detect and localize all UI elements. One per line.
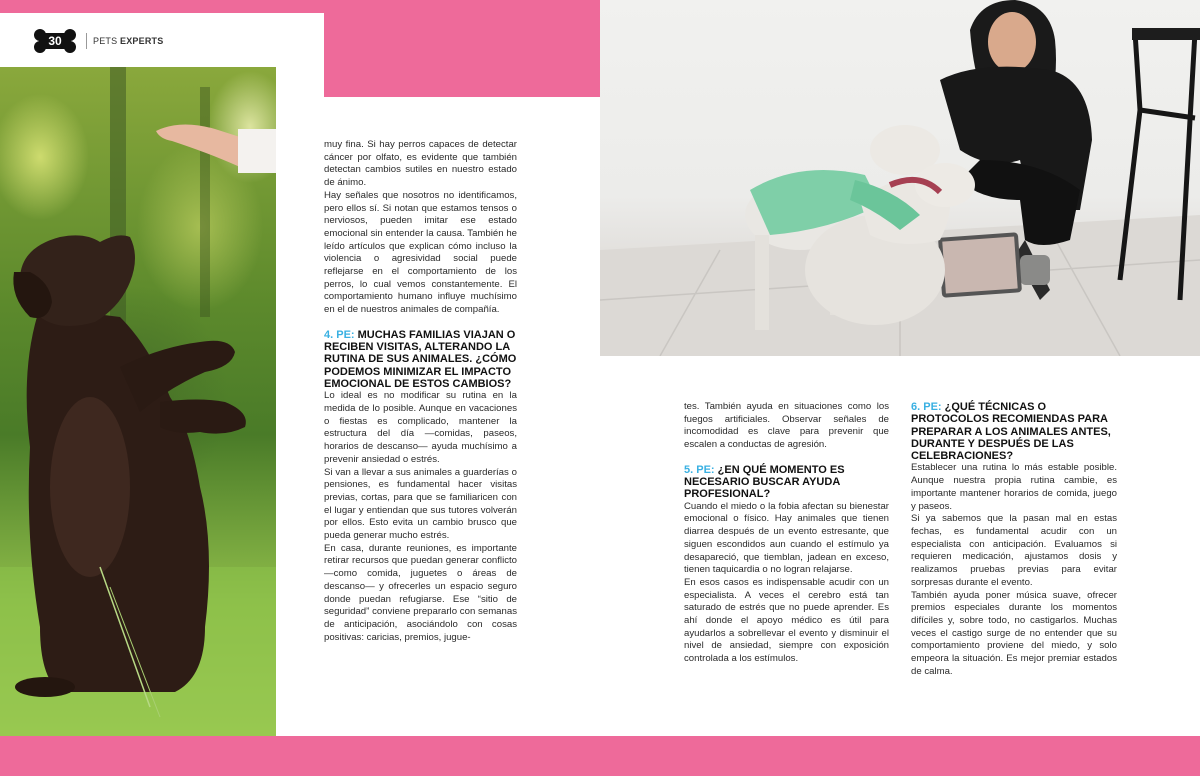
dogs-tablet-photo xyxy=(600,0,1200,356)
page-number: 30 xyxy=(48,34,62,48)
answer-paragraph: En esos casos es indispensable acudir con un especialista. A veces el cerebro está tan saturado de estrés que no puede aprender. Es ahí donde el apoyo médico es útil para ayudarlos a sobrellevar el evento y disminuir el nivel de ansiedad, siempre con exposición controlada a los estímulos. xyxy=(684,576,889,665)
answer-paragraph: Si ya sabemos que la pasan mal en estas fechas, es fundamental acudir con un especialista con anticipación. Evaluamos si requieren medicación, ajustamos dosis y realizamos pruebas previas para evitar sorpresas durante el evento. xyxy=(911,513,1117,588)
question-6-heading xyxy=(911,401,1117,462)
woman-dogs-illustration xyxy=(600,0,1200,356)
question-5-heading xyxy=(684,464,889,501)
bone-icon xyxy=(34,29,76,53)
answer-paragraph: Establecer una rutina lo más estable posible. Aunque nuestra propia rutina cambie, es importante mantener horarios de comida, juego y paseos. xyxy=(911,462,1117,512)
top-pink-band-left xyxy=(0,0,324,13)
answer-paragraph: También ayuda poner música suave, ofrecer premios especiales durante los momentos difíciles y, sobre todo, no castigarlos. Muchas veces el castigo surge de no entender que su comportamiento proviene del miedo, y solo empeora la situación. Es mejor premiar estados de calma. xyxy=(911,589,1117,677)
column1-intro-paragraph: muy fina. Si hay perros capaces de detectar cáncer por olfato, es evidente que también detectan cambios sutiles en nuestro estado de ánimo. xyxy=(324,139,517,189)
question-text: ¿EN QUÉ MOMENTO ES NECESARIO BUSCAR AYUDA PROFESIONAL? xyxy=(684,463,845,501)
answer-paragraph: Cuando el miedo o la fobia afectan su bienestar emocional o físico. Hay animales que tienen diarrea después de un evento estresante, que siguen escondidos aun cuando el estímulo ya desapareció, que tiemblan, jadean en exceso, tienen taquicardia o no logran relajarse. xyxy=(684,500,889,576)
question-text: MUCHAS FAMILIAS VIAJAN O RECIBEN VISITAS, ALTERANDO LA RUTINA DE SUS ANIMALES. ¿CÓMO PODEMOS MINIMIZAR EL IMPACTO EMOCIONAL DE ESTOS CAMBIOS? xyxy=(324,328,517,391)
article-column-3 xyxy=(911,401,1117,678)
answer-paragraph: Lo ideal es no modificar su rutina en la medida de lo posible. Aunque en vacaciones o fiestas es complicado, mantener la estructura del día —comidas, paseos, horarios de descanso— ayuda muchísimo a prevenir ansiedad o estrés. xyxy=(324,390,517,465)
answer-paragraph: En casa, durante reuniones, es importante retirar recursos que puedan generar conflicto —como comida, juguetes o áreas de descanso— y ofrecerles un espacio seguro donde puedan refugiarse. Ese “sitio de seguridad” conviene prepararlo con semanas de anticipación, asociándolo con cosas positivas: caricias, premios, jugue- xyxy=(324,542,517,643)
column2-intro-paragraph: tes. También ayuda en situaciones como los fuegos artificiales. Observar señales de incomodidad es clave para prevenir que escalen a conductas de agresión. xyxy=(684,401,889,451)
question-4-heading xyxy=(324,329,517,390)
article-column-1 xyxy=(324,139,517,644)
question-number: 5. PE: xyxy=(684,463,715,476)
article-column-2 xyxy=(684,401,889,666)
question-number: 6. PE: xyxy=(911,401,942,413)
page-header xyxy=(34,28,163,54)
question-number: 4. PE: xyxy=(324,328,355,341)
brand-bold: EXPERTS xyxy=(120,36,164,46)
dog-photo-left xyxy=(0,67,276,736)
brand-light: PETS xyxy=(93,36,118,46)
question-text: ¿QUÉ TÉCNICAS O PROTOCOLOS RECOMIENDAS PARA PREPARAR A LOS ANIMALES ANTES, DURANTE Y DESPUÉS DE LAS CELEBRACIONES? xyxy=(911,401,1111,463)
column1-intro-paragraph: Hay señales que nosotros no identificamos, pero ellos sí. Si notan que estamos tensos o nerviosos, pueden imitar ese estado emocional sin entender la causa. También he leído artículos que explican cómo incluso la violencia o agresividad social puede reflejarse en el comportamiento de los perros, lo cual vemos constantemente. El comportamiento humano influye muchísimo en el de nuestros animales de compañía. xyxy=(324,189,517,316)
bottom-pink-band xyxy=(0,736,1200,776)
answer-paragraph: Si van a llevar a sus animales a guarderías o pensiones, es fundamental hacer visitas previas, cortas, para que se familiaricen con el lugar y entiendan que sus tutores volverán por ellos. Esto evita un cambio brusco que pueda generar mucho estrés. xyxy=(324,466,517,542)
top-pink-block xyxy=(324,0,600,97)
brand-name xyxy=(93,36,163,46)
header-divider xyxy=(86,33,87,49)
labrador-illustration xyxy=(0,67,276,736)
